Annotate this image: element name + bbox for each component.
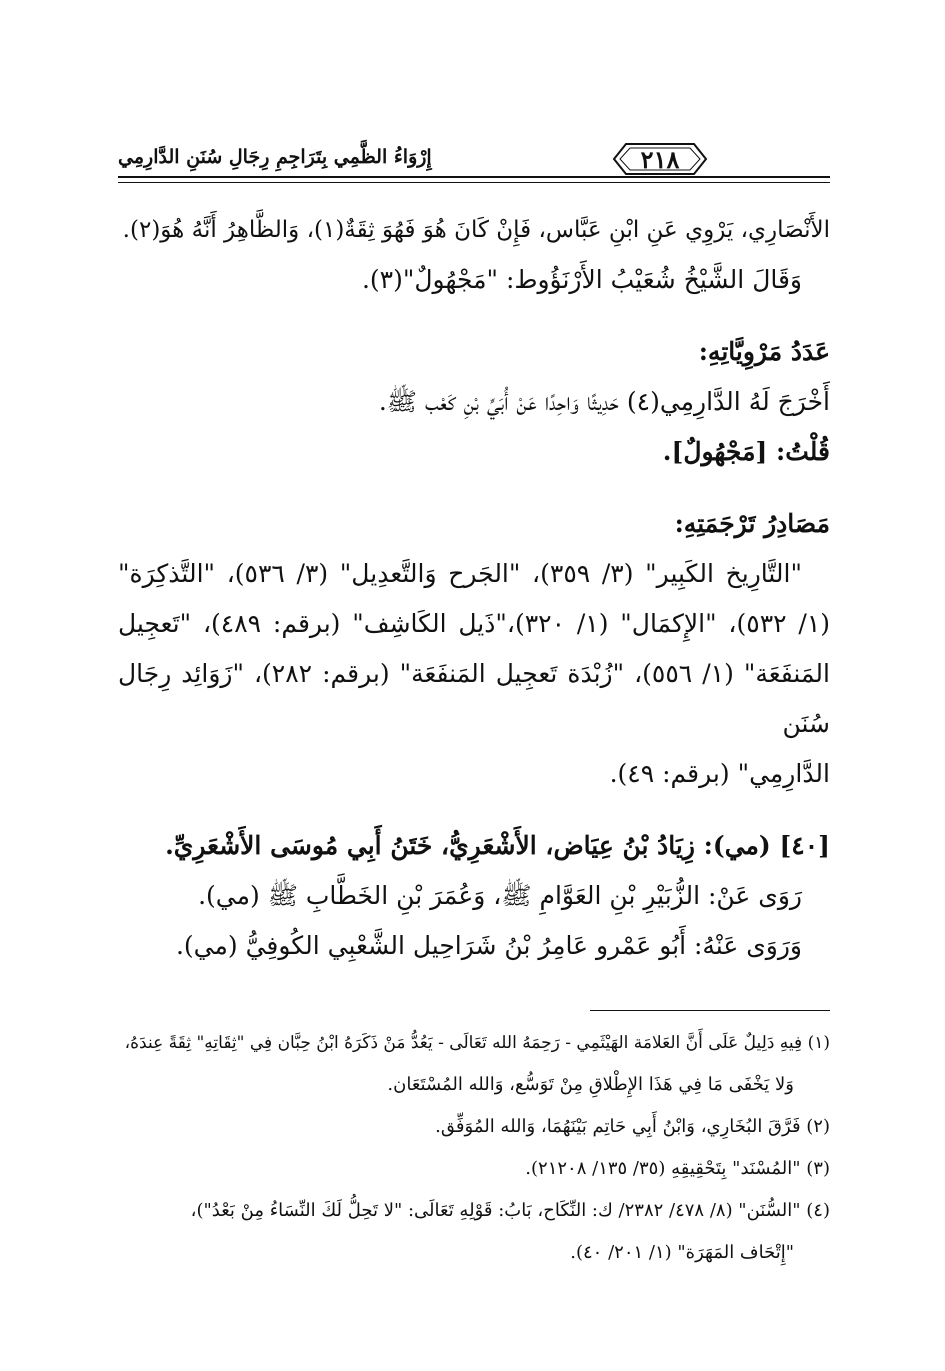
header-rule — [118, 176, 830, 178]
footnote-1: (١) فِيهِ دَلِيلٌ عَلَى أَنَّ العَلامَة الهَيْثَمِي - رَحِمَهُ الله تَعَالَى - يَعُدُّ مَنْ ذَكَرَهُ ابْنُ حِبَّان فِي "ثِقَاتِهِ" ثِقَةً عِندَهُ، — [124, 1033, 830, 1053]
section-heading-sources: مَصَادِرُ تَرْجَمَتِهِ: — [674, 509, 830, 538]
section-heading-narrations: عَدَدُ مَرْوِيَّاتِهِ: — [698, 337, 830, 366]
narrated-from: رَوَى عَنْ: الزُّبَيْرِ بْنِ العَوَّامِ ﷺ، وَعُمَرَ بْنِ الخَطَّابِ ﷺ (مي). — [198, 881, 802, 910]
sources-line: المَنفَعَة" (١/ ٥٥٦)، "زُبْدَة تَعجِيل المَنفَعَة" (برقم: ٢٨٢)، "زَوَائِد رِجَال سُنَن — [118, 659, 830, 738]
running-title: إِرْوَاءُ الظَّمِي بِتَرَاجِمِ رِجَالِ سُنَنِ الدَّارِمِي — [118, 146, 432, 168]
spacer — [118, 799, 830, 821]
footnote-separator — [590, 1010, 830, 1011]
main-text — [118, 205, 830, 971]
footnote-1-continued: وَلا يَخْفَى مَا فِي هَذَا الإِطْلاقِ مِنْ تَوَسُّع، وَالله المُسْتَعَان. — [387, 1074, 794, 1095]
page-header — [118, 118, 830, 188]
footnotes — [118, 1022, 830, 1274]
sources-line: الدَّارِمِي" (برقم: ٤٩). — [609, 759, 830, 788]
footnote-4-continued: "إِتْحَاف المَهَرَة" (١/ ٢٠١/ ٤٠). — [570, 1242, 794, 1263]
sources-line: (١/ ٥٣٢)، "الإِكمَال" (١/ ٣٢٠)،"ذَيل الكَاشِف" (برقم: ٤٨٩)، "تَعجِيل — [118, 609, 831, 638]
narrated-by: وَرَوَى عَنْهُ: أَبُو عَمْرو عَامِرُ بْنُ شَرَاحِيل الشَّعْبِي الكُوفِيُّ (مي). — [175, 931, 802, 960]
text-line: الأَنْصَارِي، يَرْوِي عَنِ ابْنِ عَبَّاس، فَإِنْ كَانَ هُوَ فَهُوَ ثِقَةٌ(١)، وَالظَّاهِرُ أَنَّهُ هُوَ(٢). — [122, 217, 830, 243]
narrations-text: أَخْرَجَ لَهُ الدَّارِمِي(٤) حَدِيثًا وَاحِدًا عَنْ أُبَيِّ بْنِ كَعْب ﷺ. — [378, 387, 830, 416]
spacer — [118, 305, 830, 327]
footnote-3: (٣) "المُسْنَد" بِتَحْقِيقِهِ (٣٥/ ١٣٥/ ٢١٢٠٨). — [525, 1158, 830, 1179]
footnote-4: (٤) "السُّنَن" (٨/ ٤٧٨/ ٢٣٨٢/ ك: النِّكَاح، بَابُ: قَوْلِهِ تَعَالَى: "لا تَحِلُّ لَكَ النِّسَاءُ مِنْ بَعْدُ")، — [190, 1200, 830, 1221]
verdict: قُلْتُ: [مَجْهُولٌ]. — [662, 437, 830, 466]
spacer — [118, 477, 830, 499]
footnote-2: (٢) فَرَّقَ البُخَارِي، وَابْنُ أَبِي حَاتِم بَيْنَهُمَا، وَالله المُوَفِّق. — [435, 1116, 830, 1137]
text-line: وَقَالَ الشَّيْخُ شُعَيْبُ الأَرْنَؤُوط: "مَجْهُولٌ"(٣). — [361, 265, 802, 294]
sources-line: "التَّارِيخ الكَبِير" (٣/ ٣٥٩)، "الجَرح وَالتَّعدِيل" (٣/ ٥٣٦)، "التَّذكِرَة" — [118, 559, 802, 588]
header-rule-thin — [118, 182, 830, 183]
page-number: ٢١٨ — [640, 144, 680, 174]
entry-title: [٤٠] (مي): زِيَادُ بْنُ عِيَاض، الأَشْعَرِيُّ، خَتَنُ أَبِي مُوسَى الأَشْعَرِيِّ. — [165, 831, 830, 860]
page-number-ornament — [612, 142, 708, 176]
